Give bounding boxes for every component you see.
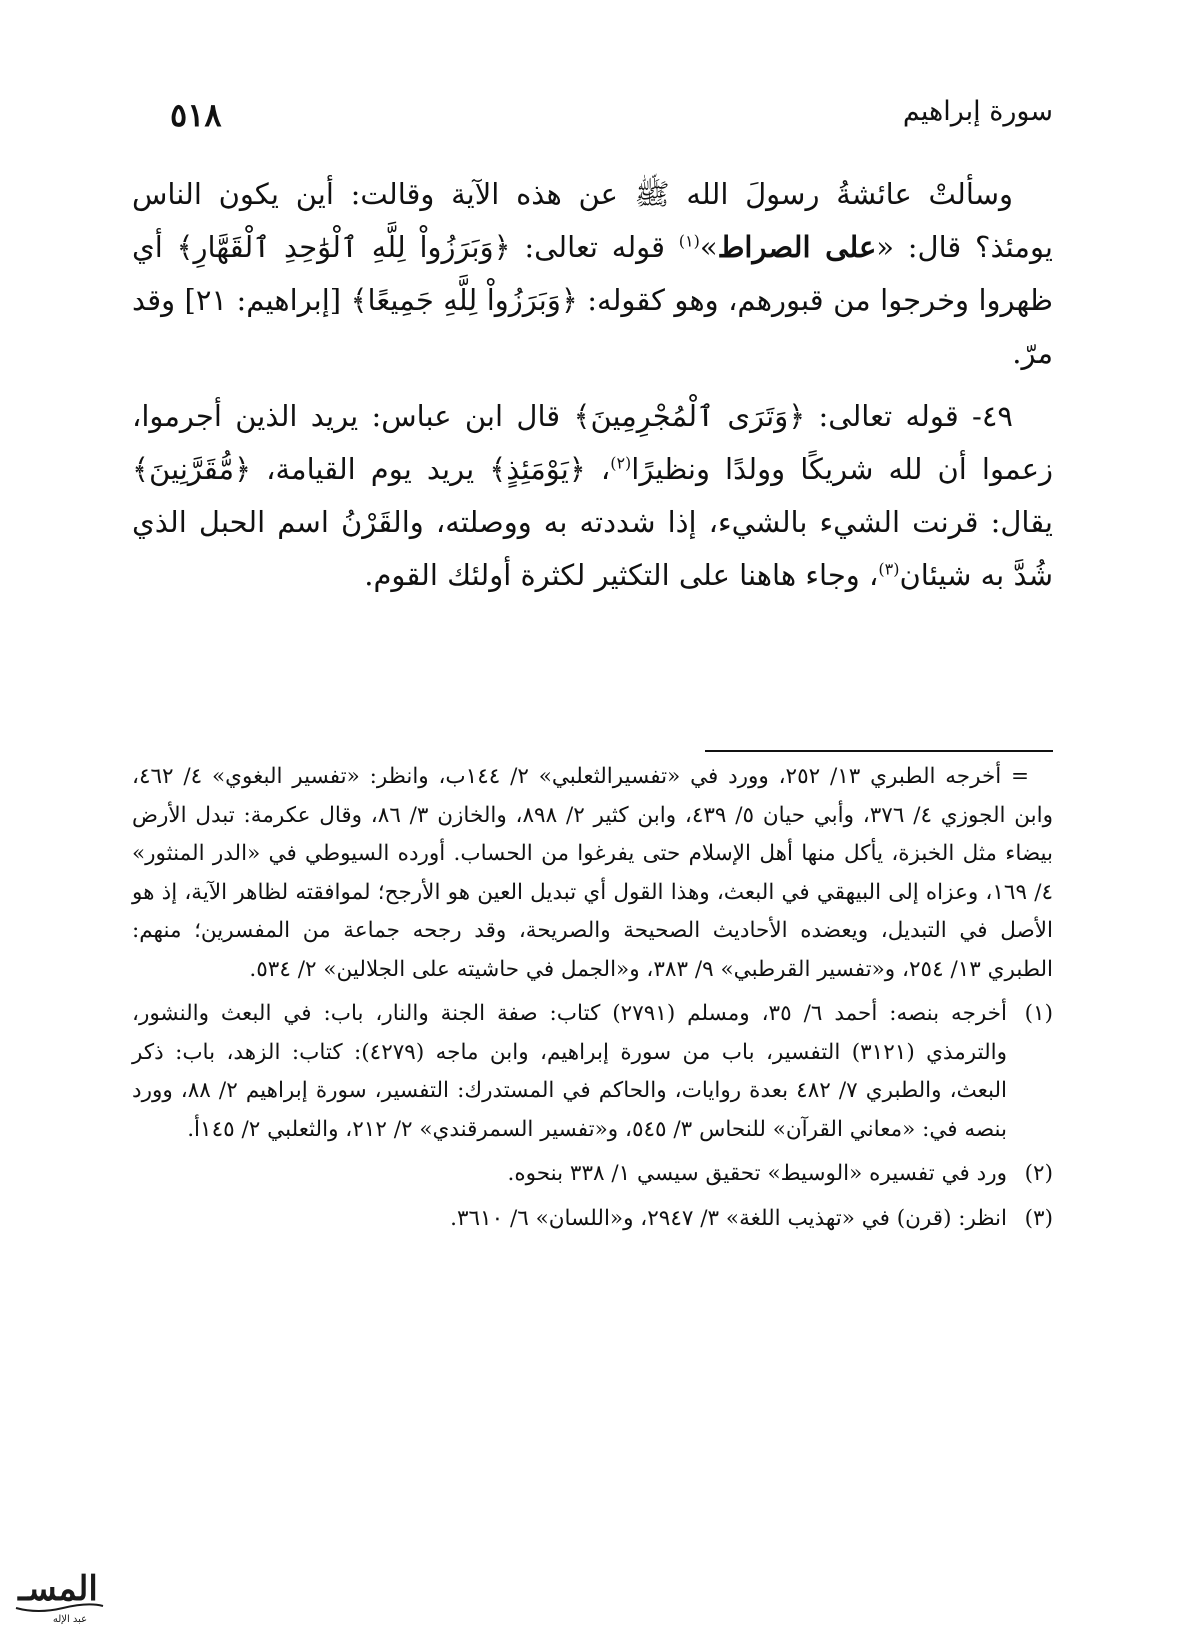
publisher-logo xyxy=(8,1548,108,1638)
text-run: قوله تعالى: ﴿وَبَرَزُواْ لِلَّهِ ٱلْوَٰحِدِ ٱلْقَهَّارِ﴾ أي ظهروا وخرجوا من قبورهم، وهو كقوله: ﴿وَبَرَزُواْ لِلَّهِ جَمِيعًا﴾ [إبراهيم: ٢١] وقد مرّ. xyxy=(132,230,1053,370)
text-run: ، وجاء هاهنا على التكثير لكثرة أولئك القوم. xyxy=(364,558,879,592)
footnote-continuation: = أخرجه الطبري ١٣/ ٢٥٢، وورد في «تفسيرالثعلبي» ٢/ ١٤٤ب، وانظر: «تفسير البغوي» ٤/ ٤٦٢، وابن الجوزي ٤/ ٣٧٦، وأبي حيان ٥/ ٤٣٩، وابن كثير ٢/ ٨٩٨، والخازن ٣/ ٨٦، وقال عكرمة: تبدل الأرض بيضاء مثل الخبزة، يأكل منها أهل الإسلام حتى يفرغوا من الحساب. أورده السيوطي في «الدر المنثور» ٤/ ١٦٩، وعزاه إلى البيهقي في البعث، وهذا القول أي تبديل العين هو الأرجح؛ لموافقته لظاهر الآية، إذ هو الأصل في التبديل، ويعضده الأحاديث الصحيحة والصريحة، وقد رجحه جماعة من المفسرين؛ منهم: الطبري ١٣/ ٢٥٤، و«تفسير القرطبي» ٩/ ٣٨٣، و«الجمل في حاشيته على الجلالين» ٢/ ٥٣٤. xyxy=(132,764,1054,982)
paragraph-2 xyxy=(132,390,1053,602)
text-run: ، ﴿يَوْمَئِذٍ﴾ يريد يوم القيامة، ﴿مُّقَرَّنِينَ﴾ يقال: قرنت الشيء بالشيء، إذا شددته به ووصلته، والقَرْنُ اسم الحبل الذي شُدَّ به شيئان xyxy=(132,452,1053,592)
surah-name: سورة إبراهيم xyxy=(902,96,1053,127)
footnote-1 xyxy=(132,995,1053,1149)
footnote-number: (٣) xyxy=(1024,1205,1053,1231)
footnote-ref-1: (١) xyxy=(678,231,700,251)
footnote-number: (٢) xyxy=(1024,1161,1053,1186)
text-run: » xyxy=(699,230,718,264)
logo-main-text: المسـ xyxy=(18,1569,98,1609)
footnote-ref-3: (٣) xyxy=(878,559,900,579)
footnote-ref-2: (٢) xyxy=(610,453,632,473)
footnote-text: ورد في تفسيره «الوسيط» تحقيق سيسي ١/ ٣٣٨ بنحوه. xyxy=(507,1161,1007,1186)
text-run: ٤٩- قوله تعالى: ﴿وَتَرَى ٱلْمُجْرِمِينَ﴾ قال ابن عباس: يريد الذين أجرموا، زعموا أن لله شريكًا وولدًا ونظيرًا xyxy=(132,399,1054,486)
text-run: وسألتْ عائشةُ رسولَ الله ﷺ عن هذه الآية وقالت: أين يكون الناس يومئذ؟ قال: « xyxy=(132,177,1054,264)
footnotes xyxy=(132,758,1053,1238)
page-number: ٥١٨ xyxy=(170,96,222,134)
footnote-divider xyxy=(705,750,1053,752)
footnote-text: أخرجه بنصه: أحمد ٦/ ٣٥، ومسلم (٢٧٩١) كتاب: صفة الجنة والنار، باب: في البعث والنشور، والترمذي (٣١٢١) التفسير، باب من سورة إبراهيم، وابن ماجه (٤٢٧٩): كتاب: الزهد، باب: ذكر البعث، والطبري ٧/ ٤٨٢ بعدة روايات، والحاكم في المستدرك: التفسير، سورة إبراهيم ٢/ ٨٨، وورد بنصه في: «معاني القرآن» للنحاس ٣/ ٥٤٥، و«تفسير السمرقندي» ٢/ ٢١٢، والثعلبي ٢/ ١٤٥أ. xyxy=(132,1001,1008,1142)
footnote-3 xyxy=(132,1200,1053,1239)
paragraph-1 xyxy=(132,168,1053,380)
bold-text: على الصراط xyxy=(717,230,877,264)
footnote-number: (١) xyxy=(1024,1001,1053,1026)
logo-sub-text: عبد الإله xyxy=(52,1614,88,1625)
footnote-text: انظر: (قرن) في «تهذيب اللغة» ٣/ ٢٩٤٧، و«اللسان» ٦/ ٣٦١٠. xyxy=(450,1205,1007,1231)
main-text xyxy=(132,168,1053,612)
footnote-2 xyxy=(132,1155,1053,1194)
page-header xyxy=(170,96,1053,140)
